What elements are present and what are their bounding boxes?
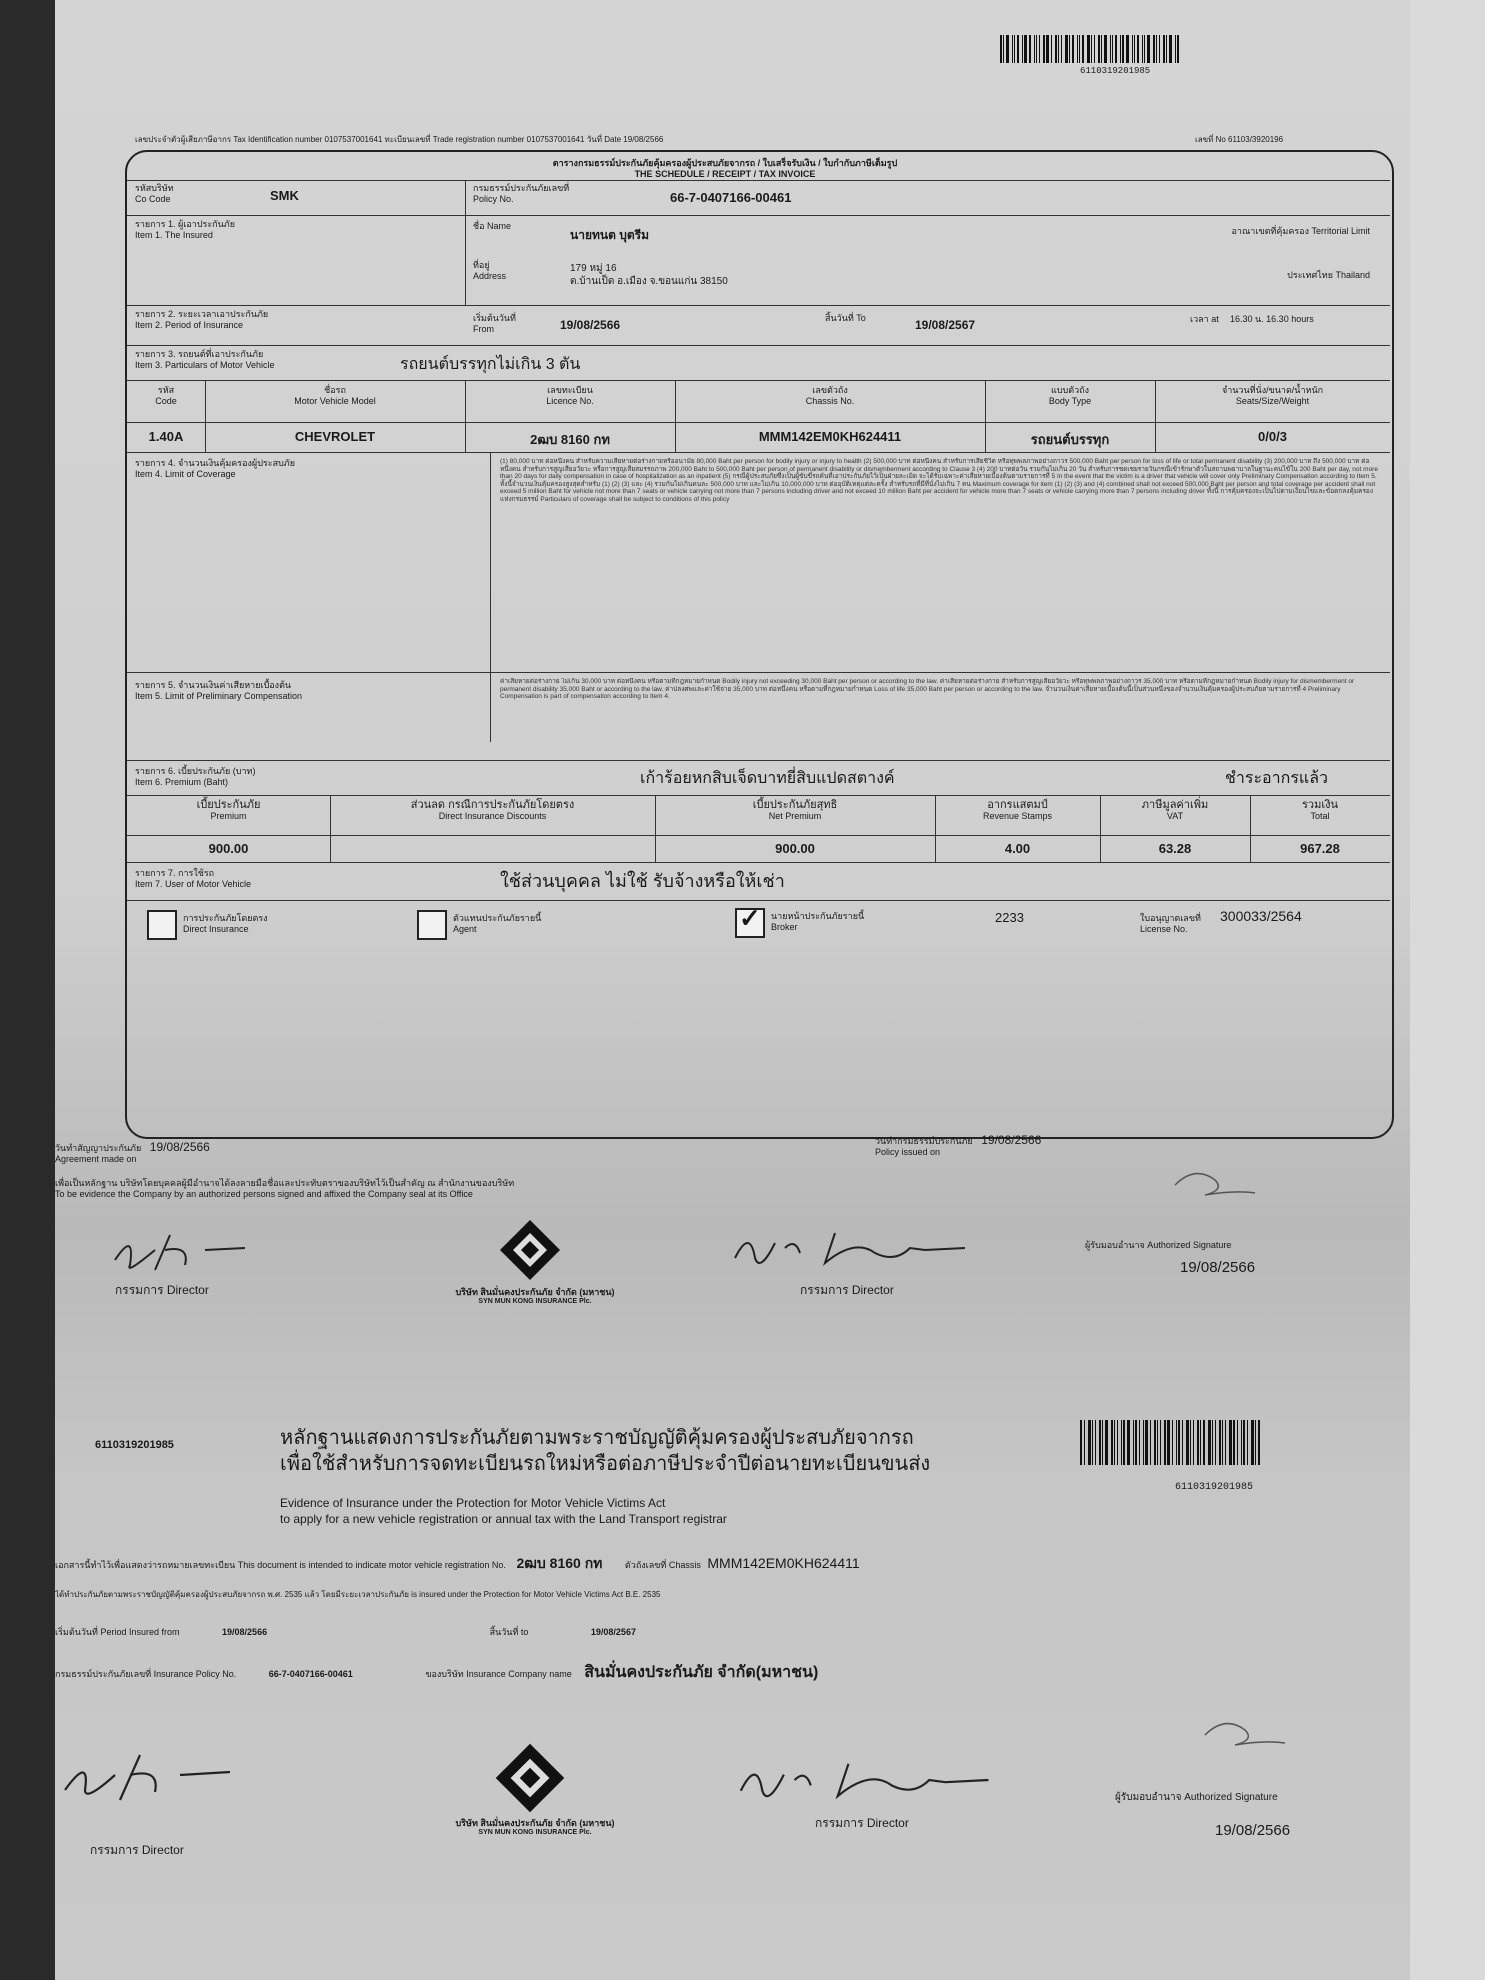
- vehicle-type: รถยนต์บรรทุกไม่เกิน 3 ตัน: [400, 356, 581, 373]
- divider: [127, 215, 1390, 216]
- barcode-bar: [1112, 35, 1113, 63]
- tax-id-line: เลขประจำตัวผู้เสียภาษีอากร Tax Identification number 0107537001641 ทะเบียนเลขที่ Trade registration number 0107537001641 วันที่ Date 19/08/2566 เลขที่ No 61103/3920196: [135, 135, 1284, 144]
- barcode-bar: [1251, 1420, 1254, 1465]
- check-icon: ✓: [739, 903, 761, 933]
- vehicle-label: รายการ 3. รถยนต์ที่เอาประกันภัย Item 3. Particulars of Motor Vehicle: [135, 349, 275, 370]
- period-to-label: สิ้นวันที่ To: [825, 313, 866, 323]
- vehicle-col-header: จำนวนที่นั่ง/ขนาด/น้ำหนัก Seats/Size/Weight: [1221, 385, 1324, 406]
- barcode-bar: [1058, 35, 1059, 63]
- barcode-bar: [1000, 35, 1002, 63]
- barcode-bar: [1163, 35, 1165, 63]
- barcode-bar: [1169, 35, 1172, 63]
- barcode-bar: [1072, 35, 1074, 63]
- vehicle-col-header: เลขทะเบียน Licence No.: [546, 385, 594, 406]
- barcode-bar: [1099, 1420, 1101, 1465]
- barcode-bar: [1172, 1420, 1173, 1465]
- barcode-bar: [1139, 1420, 1140, 1465]
- invoice-number: เลขที่ No 61103/3920196: [1195, 135, 1284, 144]
- top-barcode: [1000, 35, 1200, 63]
- barcode-bar: [1121, 1420, 1122, 1465]
- barcode-bar: [1111, 1420, 1113, 1465]
- barcode-bar: [1029, 35, 1031, 63]
- vehicle-cell: รถยนต์บรรทุก: [1030, 432, 1110, 447]
- territory-value: ประเทศไทย Thailand: [1287, 270, 1370, 280]
- vehicle-cell: CHEVROLET: [294, 429, 376, 444]
- premium-col-header: ภาษีมูลค่าเพิ่ม VAT: [1141, 799, 1209, 821]
- period-time-value: 16.30 น. 16.30 hours: [1230, 314, 1314, 324]
- barcode-bar: [1178, 1420, 1180, 1465]
- barcode-bar: [1055, 35, 1057, 63]
- barcode-bar: [1137, 35, 1139, 63]
- barcode-bar: [1022, 35, 1023, 63]
- vehicle-cell: 1.40A: [148, 429, 184, 444]
- premium-col-header: เบี้ยประกันภัยสุทธิ Net Premium: [752, 799, 838, 821]
- premium-col-header: รวมเงิน Total: [1302, 799, 1338, 821]
- barcode-bar: [1104, 35, 1107, 63]
- preliminary-fine-text: ค่าเสียหายต่อร่างกาย ไม่เกิน 30,000 บาท ต่อหนึ่งคน หรือตามที่กฎหมายกำหนด Bodily injury not exceeding 30,000 Baht per person or according to the law. ค่าเสียหายต่อร่างกาย สำหรับการสูญเสียอวัยวะ หรือทุพพลภาพอย่างถาวร 35,000 บาท หรือตามที่กฎหมายกำหนด Bodily injury for dismemberment or permanent disability 35,000 Baht or according to the law. ค่าปลงศพและค่าใช้จ่าย 35,000 บาท ต่อหนึ่งคน หรือตามที่กฎหมายกำหนด Loss of life 35,000 Baht per person or according to the law. จำนวนเงินค่าเสียหายเบื้องต้นนี้เป็นส่วนหนึ่งของจำนวนเงินคุ้มครองผู้ประสบภัยตามรายการที่ 4 Preliminary Compensation is part of compensation according to Item 4.: [500, 678, 1355, 700]
- divider: [127, 672, 1390, 673]
- barcode-bar: [1003, 35, 1004, 63]
- premium-cell: 900.00: [208, 841, 249, 856]
- divider: [127, 305, 1390, 306]
- authorized-date-2: 19/08/2566: [1215, 1822, 1291, 1839]
- evidence-barcode: [1080, 1420, 1385, 1465]
- premium-label: รายการ 6. เบี้ยประกันภัย (บาท) Item 6. Premium (Baht): [135, 766, 256, 787]
- barcode-bar: [1167, 1420, 1170, 1465]
- barcode-bar: [1200, 1420, 1201, 1465]
- evidence-title-en: Evidence of Insurance under the Protection for Motor Vehicle Victims Act to apply for a new vehicle registration or annual tax with the Land Transport registrar: [280, 1496, 727, 1526]
- barcode-bar: [1197, 1420, 1199, 1465]
- premium-col-header: ส่วนลด กรณีการประกันภัยโดยตรง Direct Insurance Discounts: [410, 799, 575, 821]
- barcode-bar: [1082, 35, 1084, 63]
- divider: [127, 452, 1390, 453]
- coverage-fine-text: (1) 80,000 บาท ต่อหนึ่งคน สำหรับความเสียหายต่อร่างกายหรืออนามัย 80,000 Baht per person for bodily injury or injury to health (2) 500,000 บาท ต่อหนึ่งคน สำหรับการเสียชีวิต หรือทุพพลภาพอย่างถาวร 500,000 Baht per person for loss of life or total permanent disability (3) 200,000 บาท ถึง 500,000 บาท ต่อหนึ่งคน สำหรับการสูญเสียอวัยวะ หรือการสูญเสียสมรรถภาพ 200,000 Baht to 500,000 Baht per person of permanent disability or dismemberment according to Clause 3 (4) 200 บาทต่อวัน รวมกันไม่เกิน 20 วัน สำหรับการชดเชยรายวันกรณีเข้ารักษาตัวในสถานพยาบาลในฐานะคนไข้ใน 200 Baht per day, not more than 20 days for daily compensation in case of hospitalization as an inpatient (5) กรณีผู้ประสบภัยซึ่งเป็นผู้ขับขี่รถคันที่เอาประกันภัยไว้เป็นฝ่ายละเมิด จะได้รับเฉพาะค่าเสียหายเบื้องต้นตามรายการที่ 5 In the event that the victim is a driver that vehicle will cover only Preliminary Compensation according to Item 5. ทั้งนี้จำนวนเงินคุ้มครองสูงสุดสำหรับ (1) (2) (3) และ (4) รวมกันไม่เกินคนละ 500,000 บาท และไม่เกิน 10,000,000 บาท ต่ออุบัติเหตุแต่ละครั้ง สำหรับรถที่มีที่นั่งไม่เกิน 7 คน Maximum coverage for item (1) (2) (3) and (4) combined shall not exceed 500,000 Baht per person and total coverage per accident shall not exceed 5 million Baht for vehicle not more than 7 seats or vehicle carrying not more than 7 persons including driver and not exceed 10 million Baht per accident for vehicle more than 7 seats or vehicle carrying more than 7 persons including driver ทั้งนี้ การคุ้มครองจะเป็นไปตามเงื่อนไขและข้อตกลงคุ้มครองแห่งกรมธรรม์ Particulars of coverage shall be subject to conditions of this policy: [500, 458, 1378, 503]
- company-logo-2: [490, 1738, 570, 1818]
- period-from: 19/08/2566: [560, 318, 621, 332]
- insurance-document: [55, 0, 1410, 1980]
- barcode-bar: [1160, 1420, 1161, 1465]
- premium-col-header: เบี้ยประกันภัย Premium: [196, 799, 261, 821]
- insured-address-label: ที่อยู่ Address: [473, 260, 507, 281]
- director-label-2: กรรมการ Director: [800, 1283, 894, 1297]
- company-code-label: รหัสบริษัท Co Code: [135, 183, 174, 204]
- barcode-bar: [1105, 1420, 1108, 1465]
- divider: [490, 452, 491, 742]
- barcode-bar: [1012, 35, 1013, 63]
- barcode-bar: [1098, 35, 1100, 63]
- barcode-bar: [1006, 35, 1009, 63]
- premium-amount-text: เก้าร้อยหกสิบเจ็ดบาทยี่สิบแปดสตางค์: [640, 770, 895, 787]
- barcode-bar: [1147, 35, 1150, 63]
- company-code-value: SMK: [270, 188, 299, 203]
- territory-label: อาณาเขตที่คุ้มครอง Territorial Limit: [1231, 226, 1370, 236]
- barcode-bar: [1024, 35, 1027, 63]
- barcode-bar: [1079, 35, 1080, 63]
- authorized-date-1: 19/08/2566: [1180, 1259, 1256, 1276]
- insured-name: นายทนต บุตรีม: [570, 228, 649, 242]
- director-label-1: กรรมการ Director: [115, 1283, 209, 1297]
- barcode-bar: [1225, 1420, 1226, 1465]
- barcode-bar: [1154, 1420, 1156, 1465]
- agreement-evidence-text: เพื่อเป็นหลักฐาน บริษัทโดยบุคคลผู้มีอำนาจได้ลงลายมือชื่อและประทับตราของบริษัทไว้เป็นสำคัญ ณ สำนักงานของบริษัท To be evidence the Company by an authorized persons signed and affixed the Company seal at its Office: [55, 1178, 515, 1199]
- barcode-bar: [1127, 1420, 1130, 1465]
- divider: [127, 760, 1390, 761]
- premium-col-header: อากรแสตมป์ Revenue Stamps: [982, 799, 1053, 821]
- divider: [127, 900, 1390, 901]
- direct-insurance-checkbox[interactable]: [147, 910, 177, 940]
- barcode-bar: [1123, 1420, 1125, 1465]
- barcode-bar: [1120, 35, 1121, 63]
- background-strip: [1400, 0, 1485, 1980]
- barcode-bar: [1122, 35, 1124, 63]
- barcode-bar: [1212, 1420, 1213, 1465]
- barcode-bar: [1088, 1420, 1091, 1465]
- authorized-label-1: ผู้รับมอบอำนาจ Authorized Signature: [1085, 1240, 1232, 1250]
- barcode-bar: [1215, 1420, 1216, 1465]
- barcode-bar: [1164, 1420, 1166, 1465]
- barcode-bar: [1036, 35, 1037, 63]
- divider: [127, 422, 1390, 423]
- barcode-bar: [1159, 35, 1160, 63]
- barcode-bar: [1222, 1420, 1223, 1465]
- barcode-bar: [1247, 1420, 1248, 1465]
- barcode-bar: [1182, 1420, 1183, 1465]
- divider: [330, 795, 331, 862]
- authorized-label-2: ผู้รับมอบอำนาจ Authorized Signature: [1115, 1792, 1278, 1803]
- barcode-bar: [1126, 35, 1129, 63]
- barcode-bar: [1046, 35, 1049, 63]
- evidence-act-line: ได้ทำประกันภัยตามพระราชบัญญัติคุ้มครองผู้ประสบภัยจากรถ พ.ศ. 2535 แล้ว โดยมีระยะเวลาประกันภัย is insured under the Protection for Motor Vehicle Victims Act B.E. 2535: [55, 1590, 661, 1599]
- barcode-bar: [1132, 35, 1133, 63]
- barcode-bar: [1094, 35, 1095, 63]
- barcode-bar: [1069, 35, 1070, 63]
- barcode-bar: [1051, 35, 1052, 63]
- barcode-bar: [1166, 35, 1167, 63]
- director-signature-2: [725, 1218, 985, 1278]
- company-name-1: บริษัท สินมั่นคงประกันภัย จำกัด (มหาชน) SYN MUN KONG INSURANCE Plc.: [455, 1287, 615, 1305]
- broker-label: นายหน้าประกันภัยรายนี้ Broker: [771, 911, 865, 932]
- agent-checkbox[interactable]: [417, 910, 447, 940]
- divider: [465, 180, 466, 305]
- policy-no-value: 66-7-0407166-00461: [670, 190, 792, 205]
- barcode-bar: [1203, 1420, 1205, 1465]
- barcode-bar: [1101, 35, 1102, 63]
- barcode-bar: [1115, 35, 1117, 63]
- period-time-label: เวลา at: [1190, 314, 1219, 324]
- vehicle-cell: 0/0/3: [1258, 429, 1287, 444]
- director-signature-1: [95, 1220, 275, 1280]
- barcode-bar: [1142, 35, 1143, 63]
- authorized-signature-2: [1185, 1710, 1305, 1760]
- barcode-bar: [1241, 1420, 1242, 1465]
- barcode-bar: [1034, 35, 1035, 63]
- vehicle-col-header: ชื่อรถ Motor Vehicle Model: [294, 385, 376, 406]
- barcode-bar: [1243, 1420, 1245, 1465]
- barcode-bar: [1065, 35, 1068, 63]
- barcode-bar: [1091, 35, 1092, 63]
- period-from-label: เริ่มต้นวันที่ From: [473, 313, 516, 334]
- broker-code: 2233: [995, 910, 1024, 925]
- barcode-bar: [1144, 35, 1145, 63]
- insured-label: รายการ 1. ผู้เอาประกันภัย Item 1. The Insured: [135, 219, 236, 240]
- policy-issued-on: วันทำกรมธรรม์ประกันภัย 19/08/2566 Policy issued on: [875, 1133, 1042, 1157]
- use-label: รายการ 7. การใช้รถ Item 7. User of Motor Vehicle: [135, 868, 252, 889]
- barcode-bar: [1237, 1420, 1238, 1465]
- divider: [127, 862, 1390, 863]
- divider: [127, 345, 1390, 346]
- divider: [127, 795, 1390, 796]
- barcode-bar: [1190, 1420, 1191, 1465]
- director-label-4: กรรมการ Director: [815, 1816, 909, 1830]
- period-to: 19/08/2567: [915, 318, 976, 332]
- barcode-bar: [1039, 35, 1040, 63]
- barcode-bar: [1043, 35, 1045, 63]
- agent-label: ตัวแทนประกันภัยรายนี้ Agent: [453, 913, 542, 934]
- divider: [127, 180, 1390, 181]
- barcode-bar: [1133, 1420, 1134, 1465]
- vehicle-cell: MMM142EM0KH624411: [758, 429, 902, 444]
- barcode-bar: [1084, 1420, 1085, 1465]
- barcode-bar: [1134, 35, 1135, 63]
- barcode-bar: [1077, 35, 1078, 63]
- barcode-bar: [1014, 35, 1015, 63]
- director-signature-4: [730, 1745, 1010, 1815]
- barcode-bar: [1017, 35, 1019, 63]
- premium-cell: 967.28: [1300, 841, 1340, 856]
- barcode-bar: [1061, 35, 1062, 63]
- schedule-title: ตารางกรมธรรม์ประกันภัยคุ้มครองผู้ประสบภัยจากรถ / ใบเสร็จรับเงิน / ใบกำกับภาษีเต็มรูป THE SCHEDULE / RECEIPT / TAX INVOICE: [552, 158, 898, 179]
- barcode-bar: [1150, 1420, 1151, 1465]
- evidence-reg-line: เอกสารนี้ทำไว้เพื่อแสดงว่ารถหมายเลขทะเบียน This document is intended to indicate motor vehicle registration No. 2ฒบ 8160 กท ตัวถังเลขที่ Chassis MMM142EM0KH624411: [55, 1555, 860, 1571]
- barcode-bar: [1145, 1420, 1148, 1465]
- direct-insurance-label: การประกันภัยโดยตรง Direct Insurance: [183, 913, 268, 934]
- barcode-bar: [1186, 1420, 1189, 1465]
- company-logo-1: [495, 1215, 565, 1285]
- barcode-bar: [1208, 1420, 1211, 1465]
- preliminary-label: รายการ 5. จำนวนเงินค่าเสียหายเบื้องต้น Item 5. Limit of Preliminary Compensation: [135, 680, 303, 701]
- evidence-title-th: หลักฐานแสดงการประกันภัยตามพระราชบัญญัติคุ้มครองผู้ประสบภัยจากรถ เพื่อใช้สำหรับการจดทะเบียนรถใหม่หรือต่อภาษีประจำปีต่อนายทะเบียนขนส่ง: [280, 1427, 931, 1475]
- company-name-2: บริษัท สินมั่นคงประกันภัย จำกัด (มหาชน) SYN MUN KONG INSURANCE Plc.: [455, 1818, 615, 1836]
- barcode-bar: [1156, 35, 1157, 63]
- evidence-policy-line: กรมธรรม์ประกันภัยเลขที่ Insurance Policy No. 66-7-0407166-00461 ของบริษัท Insurance Company name สินมั่นคงประกันภัย จำกัด(มหาชน): [55, 1664, 819, 1681]
- barcode-bar: [1114, 1420, 1115, 1465]
- premium-cell: 63.28: [1158, 841, 1192, 856]
- barcode-bar: [1177, 35, 1179, 63]
- evidence-doc-number: 6110319201985: [95, 1439, 174, 1451]
- premium-cell: 900.00: [775, 841, 815, 856]
- barcode-bar: [1233, 1420, 1235, 1465]
- barcode-bar: [1102, 1420, 1103, 1465]
- barcode-bar: [1229, 1420, 1232, 1465]
- insured-name-label: ชื่อ Name: [473, 221, 512, 231]
- barcode-bar: [1092, 1420, 1093, 1465]
- premium-status: ชำระอากรแล้ว: [1225, 770, 1329, 787]
- divider: [127, 380, 1390, 381]
- director-label-3: กรรมการ Director: [90, 1843, 184, 1857]
- barcode-bar: [1110, 35, 1111, 63]
- vehicle-cell: 2ฒบ 8160 กท: [530, 432, 610, 447]
- vehicle-col-header: เลขตัวถัง Chassis No.: [805, 385, 855, 406]
- barcode-bar: [1193, 1420, 1194, 1465]
- top-barcode-number: 6110319201985: [1080, 66, 1151, 76]
- vehicle-col-header: แบบตัวถัง Body Type: [1048, 385, 1092, 406]
- barcode-bar: [1175, 35, 1176, 63]
- barcode-bar: [1219, 1420, 1221, 1465]
- coverage-label: รายการ 4. จำนวนเงินคุ้มครองผู้ประสบภัย Item 4. Limit of Coverage: [135, 458, 295, 479]
- evidence-period-line: เริ่มต้นวันที่ Period Insured from 19/08/2566 สิ้นวันที่ to 19/08/2567: [55, 1627, 636, 1637]
- evidence-barcode-number: 6110319201985: [1175, 1482, 1254, 1493]
- vehicle-col-header: รหัส Code: [155, 385, 177, 406]
- barcode-bar: [1135, 1420, 1137, 1465]
- period-label: รายการ 2. ระยะเวลาเอาประกันภัย Item 2. Period of Insurance: [135, 309, 269, 330]
- license-no: 300033/2564: [1220, 908, 1302, 924]
- authorized-signature-1: [1155, 1160, 1275, 1210]
- barcode-bar: [1258, 1420, 1260, 1465]
- divider: [127, 835, 1390, 836]
- insured-address-line1: 179 หมู่ 16: [570, 263, 617, 274]
- barcode-bar: [1143, 1420, 1144, 1465]
- barcode-bar: [1153, 35, 1155, 63]
- barcode-bar: [1095, 1420, 1096, 1465]
- director-signature-3: [55, 1740, 255, 1810]
- premium-cell: 4.00: [1004, 841, 1031, 856]
- barcode-bar: [1255, 1420, 1256, 1465]
- insured-address-line2: ต.บ้านเป็ด อ.เมือง จ.ขอนแก่น 38150: [570, 276, 728, 287]
- agreement-made-on: วันทำสัญญาประกันภัย 19/08/2566 Agreement made on: [55, 1140, 210, 1164]
- policy-no-label: กรมธรรม์ประกันภัยเลขที่ Policy No.: [473, 183, 570, 204]
- barcode-bar: [1157, 1420, 1158, 1465]
- use-value: ใช้ส่วนบุคคล ไม่ใช้ รับจ้างหรือให้เช่า: [500, 871, 785, 891]
- barcode-bar: [1080, 1420, 1082, 1465]
- barcode-bar: [1087, 35, 1090, 63]
- barcode-bar: [1176, 1420, 1177, 1465]
- license-label: ใบอนุญาตเลขที่ License No.: [1140, 913, 1201, 934]
- barcode-bar: [1117, 1420, 1118, 1465]
